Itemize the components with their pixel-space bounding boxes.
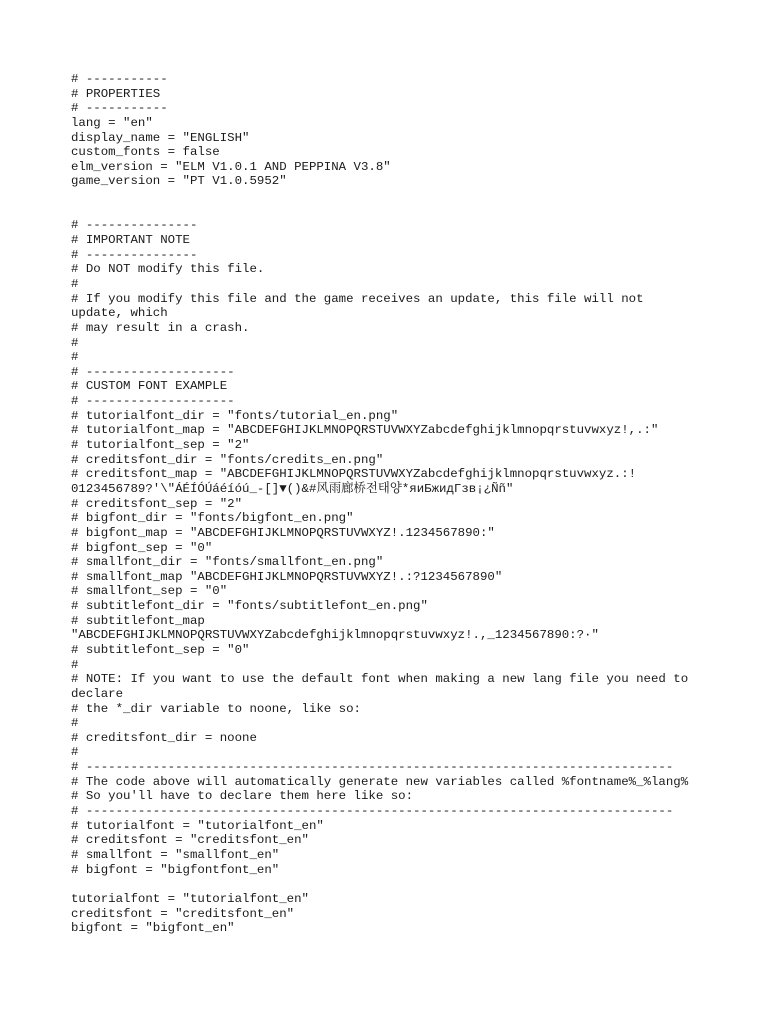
text-line: "ABCDEFGHIJKLMNOPQRSTUVWXYZabcdefghijklmnopqrstuvwxyz!.,_1234567890:?·" [71,628,599,643]
text-line: # may result in a crash. [71,320,250,335]
text-line: # tutorialfont_sep = "2" [71,438,250,453]
text-line: # creditsfont_dir = noone [71,730,257,745]
text-line: # So you'll have to declare them here like so: [71,789,414,804]
text-line: # ----------- [71,72,168,86]
section-heading: # IMPORTANT NOTE [71,233,190,248]
text-line: display_name = "ENGLISH" [71,130,250,145]
text-line: # --------------- [71,247,198,262]
text-line: # [71,657,79,672]
text-line: # subtitlefont_map [71,613,205,628]
text-line: # NOTE: If you want to use the default font when making a new lang file you need to [71,672,689,687]
text-line: # ------------------------------------------------------------------------------- [71,804,674,819]
text-line: # smallfont_sep = "0" [71,584,228,599]
text-line: # smallfont = "smallfont_en" [71,847,280,862]
text-line: # subtitlefont_sep = "0" [71,642,250,657]
text-line: creditsfont = "creditsfont_en" [71,906,295,921]
text-line: # creditsfont_dir = "fonts/credits_en.png" [71,452,384,467]
text-line: 0123456789?'\"ÁÉÍÓÚáéíóú_-[]▼()&#风雨廊桥전태양*яиБжидГзв¡¿Ññ" [71,481,514,496]
text-line: elm_version = "ELM V1.0.1 AND PEPPINA V3.8" [71,159,391,174]
text-line: # bigfont = "bigfontfont_en" [71,862,280,877]
text-line: # bigfont_map = "ABCDEFGHIJKLMNOPQRSTUVWXYZ!.1234567890:" [71,525,495,540]
text-line: # ------------------------------------------------------------------------------- [71,760,674,775]
text-line: declare [71,686,124,701]
blank-line [71,189,711,204]
text-line: tutorialfont = "tutorialfont_en" [71,891,309,906]
blank-line [71,204,711,219]
text-line: # Do NOT modify this file. [71,262,265,277]
text-line: # If you modify this file and the game receives an update, this file will not [71,291,644,306]
text-line: update, which [71,306,168,321]
section-heading: # CUSTOM FONT EXAMPLE [71,379,228,394]
text-line: # The code above will automatically generate new variables called %fontname%_%lang% [71,774,689,789]
section-heading: # PROPERTIES [71,86,161,101]
text-line: # --------------- [71,218,198,233]
text-line: # the *_dir variable to noone, like so: [71,701,361,716]
text-line: # tutorialfont_dir = "fonts/tutorial_en.png" [71,408,399,423]
text-line: # bigfont_sep = "0" [71,540,213,555]
blank-line [71,877,711,892]
document-page [71,72,711,936]
text-line: # smallfont_dir = "fonts/smallfont_en.png" [71,555,384,570]
text-line: # tutorialfont = "tutorialfont_en" [71,818,324,833]
text-line: lang = "en" [71,115,153,130]
text-line: # -------------------- [71,364,235,379]
text-line: # -------------------- [71,394,235,409]
text-line: bigfont = "bigfont_en" [71,921,235,936]
text-line: # [71,716,79,731]
text-line: custom_fonts = false [71,145,220,160]
text-line: # [71,335,79,350]
text-line: # creditsfont = "creditsfont_en" [71,833,309,848]
text-line: game_version = "PT V1.0.5952" [71,174,287,189]
text-line: # creditsfont_sep = "2" [71,496,243,511]
text-line: # tutorialfont_map = "ABCDEFGHIJKLMNOPQRSTUVWXYZabcdefghijklmnopqrstuvwxyz!,.:" [71,423,659,438]
text-line: # [71,276,79,291]
text-line: # subtitlefont_dir = "fonts/subtitlefont_en.png" [71,599,428,614]
text-line: # ----------- [71,101,168,116]
text-line: # creditsfont_map = "ABCDEFGHIJKLMNOPQRSTUVWXYZabcdefghijklmnopqrstuvwxyz.:! [71,467,637,482]
text-line: # smallfont_map "ABCDEFGHIJKLMNOPQRSTUVWXYZ!.:?1234567890" [71,569,503,584]
text-line: # bigfont_dir = "fonts/bigfont_en.png" [71,511,354,526]
text-line: # [71,350,79,365]
text-line: # [71,745,79,760]
